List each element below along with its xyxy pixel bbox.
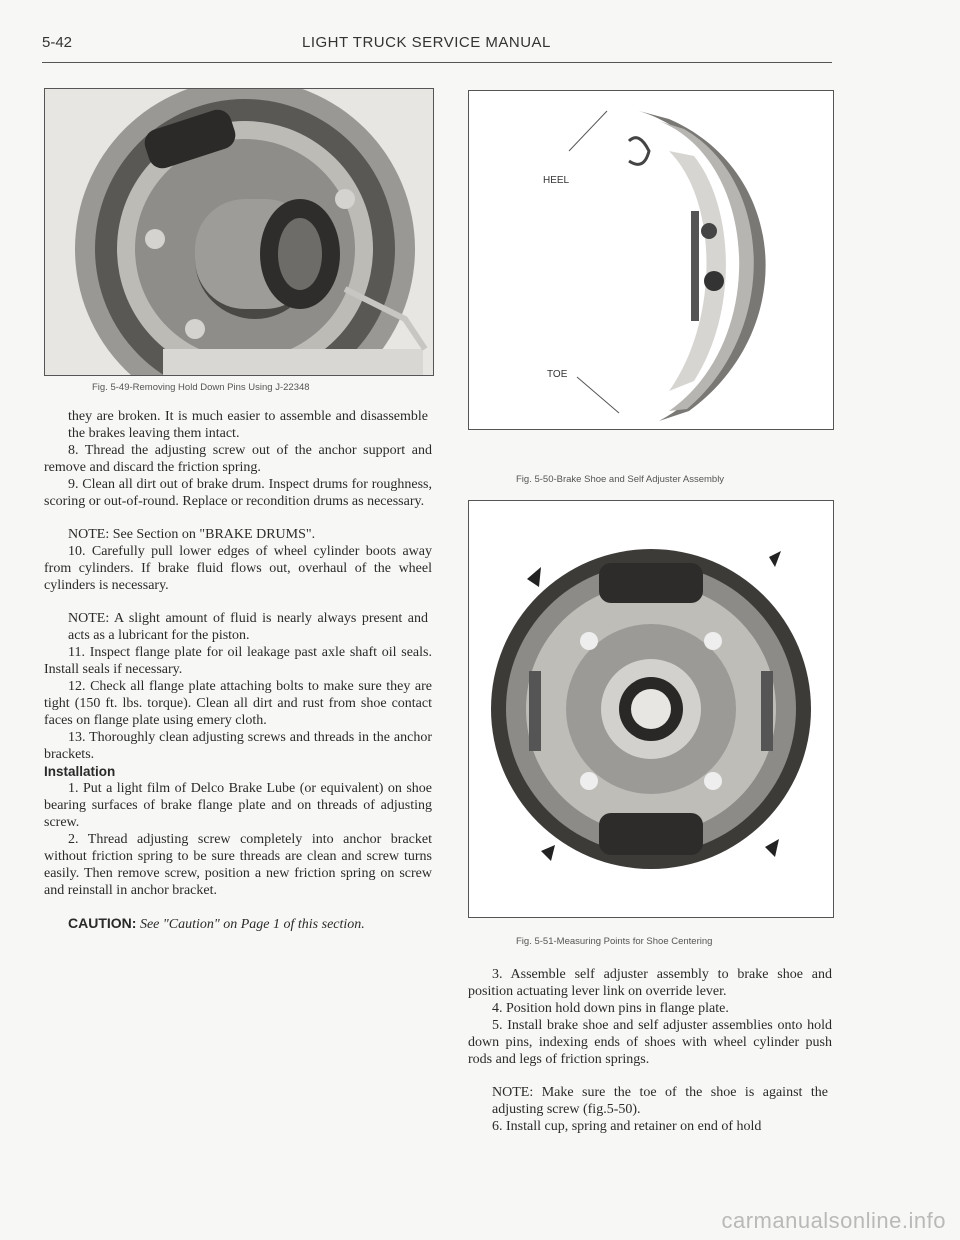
- continued-paragraph: they are broken. It is much easier to assemble and disassemble the brakes leaving them intact.: [68, 409, 428, 441]
- installation-step-2: 2. Thread adjusting screw completely into anchor bracket without friction spring to be sure threads are clean and screw turns easily. Then remove screw, position a new friction spring on screw and reinstall in anchor bracket.: [44, 832, 432, 898]
- installation-step-4: 4. Position hold down pins in flange plate.: [492, 1001, 729, 1016]
- brake-drum-photo-graphic: [45, 89, 433, 375]
- figure-5-50-photo: [468, 90, 834, 430]
- page-number: 5-42: [42, 34, 73, 51]
- step-12: 12. Check all flange plate attaching bolts to make sure they are tight (150 ft. lbs. torque). Clean all dirt and rust from shoe contact faces on flange plate using emery cloth.: [44, 679, 432, 728]
- heel-label: HEEL: [543, 175, 570, 186]
- right-text-column: [468, 966, 832, 1135]
- note-brake-drums: NOTE: See Section on "BRAKE DRUMS".: [68, 527, 316, 542]
- installation-step-3: 3. Assemble self adjuster assembly to brake shoe and position actuating lever link on override lever.: [468, 967, 832, 999]
- figure-5-50-caption: Fig. 5-50-Brake Shoe and Self Adjuster Assembly: [516, 474, 725, 485]
- installation-step-6: 6. Install cup, spring and retainer on end of hold: [492, 1119, 762, 1134]
- figure-5-51-caption: Fig. 5-51-Measuring Points for Shoe Centering: [516, 936, 713, 947]
- caution-label: CAUTION:: [68, 915, 137, 931]
- left-text-column: [44, 408, 432, 933]
- figure-5-51-photo: [468, 500, 834, 918]
- brake-shoe-photo-graphic: [469, 91, 833, 429]
- caution-text: See "Caution" on Page 1 of this section.: [136, 917, 365, 932]
- step-8: 8. Thread the adjusting screw out of the anchor support and remove and discard the friction spring.: [44, 443, 432, 475]
- running-title: LIGHT TRUCK SERVICE MANUAL: [302, 34, 551, 51]
- note-fluid: NOTE: A slight amount of fluid is nearly always present and acts as a lubricant for the piston.: [68, 611, 428, 643]
- watermark-text: carmanualsonline.info: [721, 1208, 946, 1233]
- figure-5-49-caption: Fig. 5-49-Removing Hold Down Pins Using J-22348: [92, 382, 310, 393]
- installation-heading: Installation: [44, 764, 116, 779]
- installation-step-5: 5. Install brake shoe and self adjuster assemblies onto hold down pins, indexing ends of shoes with wheel cylinder push rods and legs of friction springs.: [468, 1018, 832, 1067]
- brake-assembly-photo-graphic: [469, 501, 833, 917]
- step-11: 11. Inspect flange plate for oil leakage past axle shaft oil seals. Install seals if necessary.: [44, 645, 432, 677]
- page-header: [42, 28, 832, 63]
- note-toe-of-shoe: NOTE: Make sure the toe of the shoe is against the adjusting screw (fig.5-50).: [492, 1085, 828, 1117]
- step-9: 9. Clean all dirt out of brake drum. Inspect drums for roughness, scoring or out-of-round. Replace or recondition drums as necessary.: [44, 477, 432, 509]
- step-13: 13. Thoroughly clean adjusting screws and threads in the anchor brackets.: [44, 730, 432, 762]
- installation-step-1: 1. Put a light film of Delco Brake Lube (or equivalent) on shoe bearing surfaces of brake flange plate and on threads of adjusting screw.: [44, 781, 432, 830]
- toe-label: TOE: [547, 369, 568, 380]
- step-10: 10. Carefully pull lower edges of wheel cylinder boots away from cylinders. If brake fluid flows out, overhaul of the wheel cylinders is necessary.: [44, 544, 432, 593]
- figure-5-49-photo: [44, 88, 434, 376]
- caution-note: [68, 915, 428, 933]
